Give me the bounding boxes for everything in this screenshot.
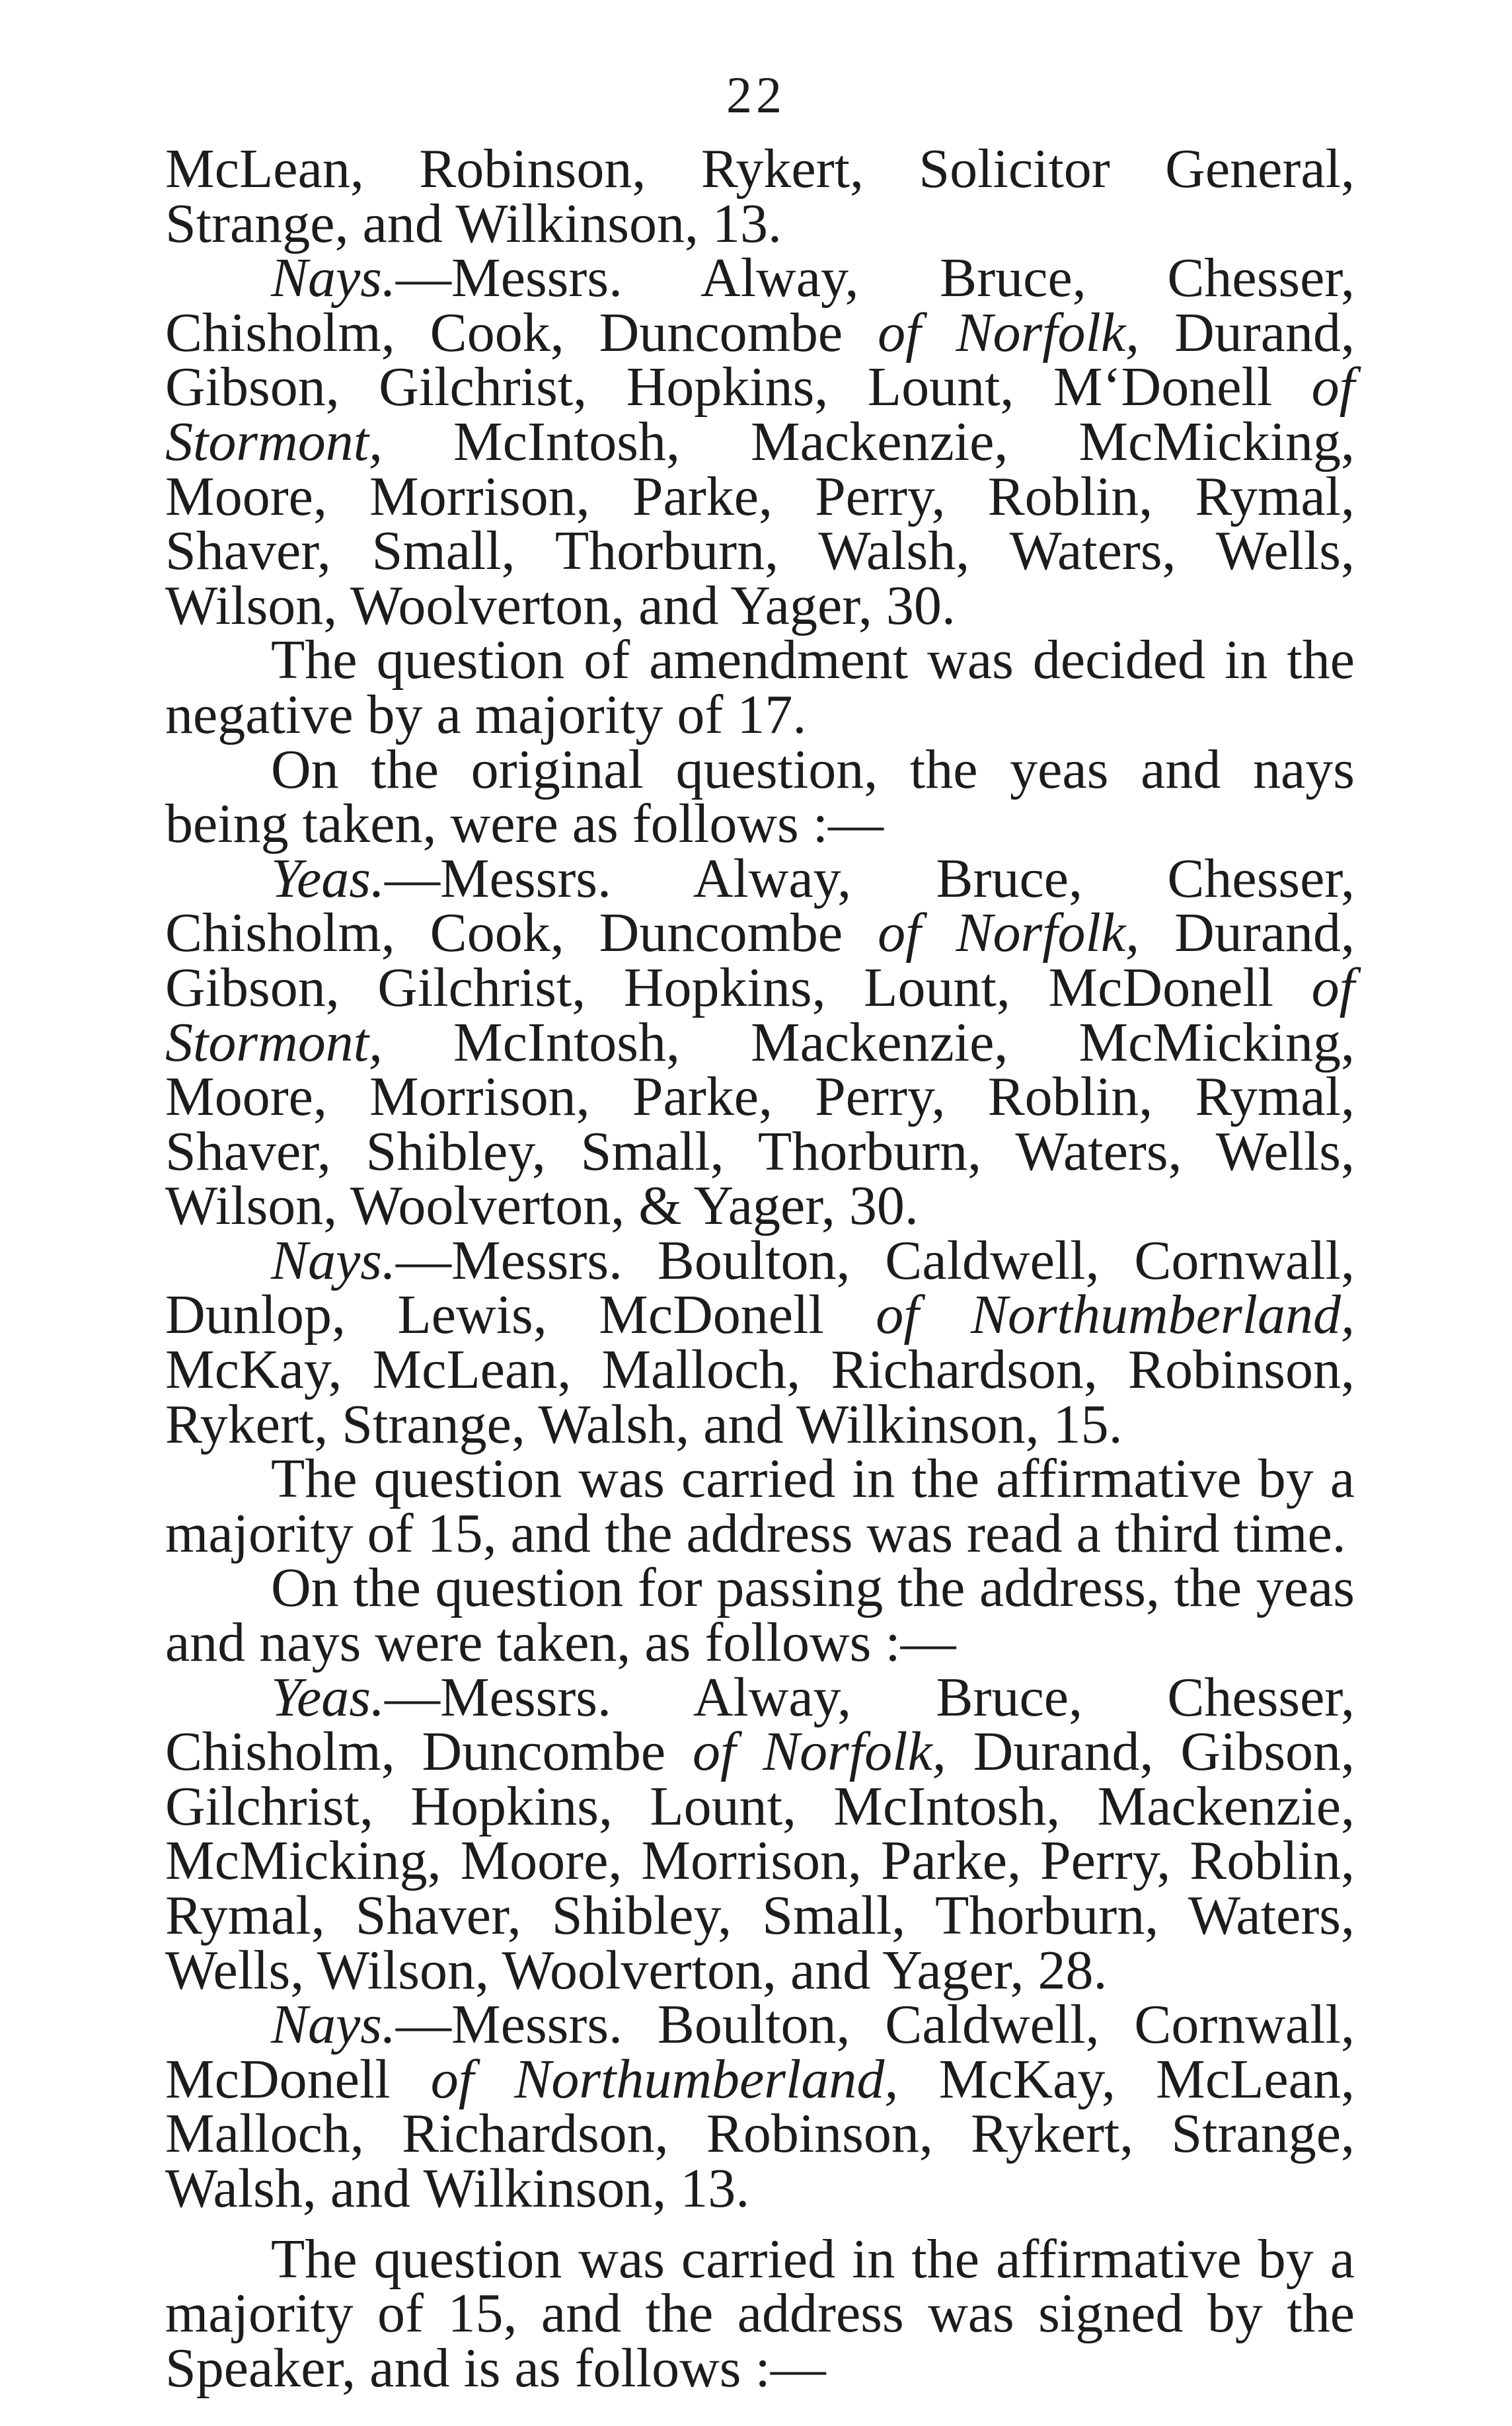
italic-text-run: Nays. bbox=[271, 1994, 396, 2056]
paragraph-nays-amendment bbox=[165, 247, 1355, 636]
italic-text-run: of Northumberland, bbox=[430, 2048, 899, 2110]
text-run: —Messrs. Boulton, Caldwell, Cornwall, Dunlop, Lewis, McDonell bbox=[165, 1229, 1355, 1346]
paragraph-original-question bbox=[165, 738, 1355, 855]
text-run: Durand, Gibson, Gilchrist, Hopkins, Lount, McIntosh, Mackenzie, McMicking, Moore, Morrison, Parke, Perry, Roblin, Rymal, Shaver, Shibley, Small, Thorburn, Waters, Wells, Wilson, Woolverton, and Yager, 28. bbox=[165, 1721, 1355, 2001]
italic-text-run: of Norfolk, bbox=[878, 902, 1140, 964]
paragraph-nays-passing bbox=[165, 1994, 1355, 2219]
text-run: The question of amendment was decided in the negative by a majority of 17. bbox=[165, 629, 1355, 745]
text-run: —Messrs. Boulton, Caldwell, Cornwall, McDonell bbox=[165, 1994, 1355, 2110]
italic-text-run: of Northumberland, bbox=[876, 1284, 1355, 1346]
body-text bbox=[165, 138, 1355, 2399]
text-run: McKay, McLean, Malloch, Richardson, Robinson, Rykert, Strange, Walsh, and Wilkinson, 15. bbox=[165, 1339, 1355, 1455]
paragraph-yeas-passing bbox=[165, 1666, 1355, 2001]
paragraph-third-reading-result bbox=[165, 1448, 1355, 1564]
text-run: Durand, Gibson, Gilchrist, Hopkins, Lount, McDonell bbox=[165, 902, 1355, 1018]
text-run: McLean, Robinson, Rykert, Solicitor General, Strange, and Wilkinson, 13. bbox=[165, 138, 1355, 254]
italic-text-run: Nays. bbox=[271, 1229, 396, 1291]
text-run: On the original question, the yeas and nays being taken, were as follows :— bbox=[165, 738, 1355, 855]
text-run: —Messrs. Alway, Bruce, Chesser, Chisholm, Cook, Duncombe bbox=[165, 847, 1355, 964]
italic-text-run: Nays. bbox=[271, 247, 396, 309]
page-number: 22 bbox=[726, 66, 786, 124]
italic-text-run: of Stormont, bbox=[165, 956, 1355, 1073]
text-run: On the question for passing the address, the yeas and nays were taken, as follows :— bbox=[165, 1557, 1355, 1674]
italic-text-run: Yeas. bbox=[271, 1666, 385, 1728]
text-run: McIntosh, Mackenzie, McMicking, Moore, Morrison, Parke, Perry, Roblin, Rymal, Shaver, Small, Thorburn, Walsh, Waters, Wells, Wilson, Woolverton, and Yager, 30. bbox=[165, 410, 1355, 636]
italic-text-run: of Norfolk, bbox=[878, 301, 1140, 363]
paragraph-amendment-result bbox=[165, 629, 1355, 745]
text-run: McKay, McLean, Malloch, Richardson, Robinson, Rykert, Strange, Walsh, and Wilkinson, 13. bbox=[165, 2048, 1355, 2219]
paragraph-passing-question bbox=[165, 1557, 1355, 1674]
italic-text-run: of Norfolk, bbox=[692, 1721, 946, 1783]
italic-text-run: of Stormont, bbox=[165, 356, 1355, 473]
paragraph-nays-original bbox=[165, 1229, 1355, 1455]
paragraph-yeas-original bbox=[165, 847, 1355, 1237]
paragraph-address-signed bbox=[165, 2228, 1355, 2399]
text-run: —Messrs. Alway, Bruce, Chesser, Chisholm, Cook, Duncombe bbox=[165, 247, 1355, 363]
text-run: The question was carried in the affirmative by a majority of 15, and the address was read a third time. bbox=[165, 1448, 1355, 1564]
paragraph-continuation bbox=[165, 138, 1355, 254]
text-run: The question was carried in the affirmative by a majority of 15, and the address was signed by the Speaker, and is as follows :— bbox=[165, 2228, 1355, 2399]
text-run: Durand, Gibson, Gilchrist, Hopkins, Lount, M‘Donell bbox=[165, 301, 1355, 418]
text-run: McIntosh, Mackenzie, McMicking, Moore, Morrison, Parke, Perry, Roblin, Rymal, Shaver, Shibley, Small, Thorburn, Waters, Wells, Wilson, Woolverton, & Yager, 30. bbox=[165, 1011, 1355, 1237]
text-run: —Messrs. Alway, Bruce, Chesser, Chisholm, Duncombe bbox=[165, 1666, 1355, 1783]
italic-text-run: Yeas. bbox=[271, 847, 385, 909]
